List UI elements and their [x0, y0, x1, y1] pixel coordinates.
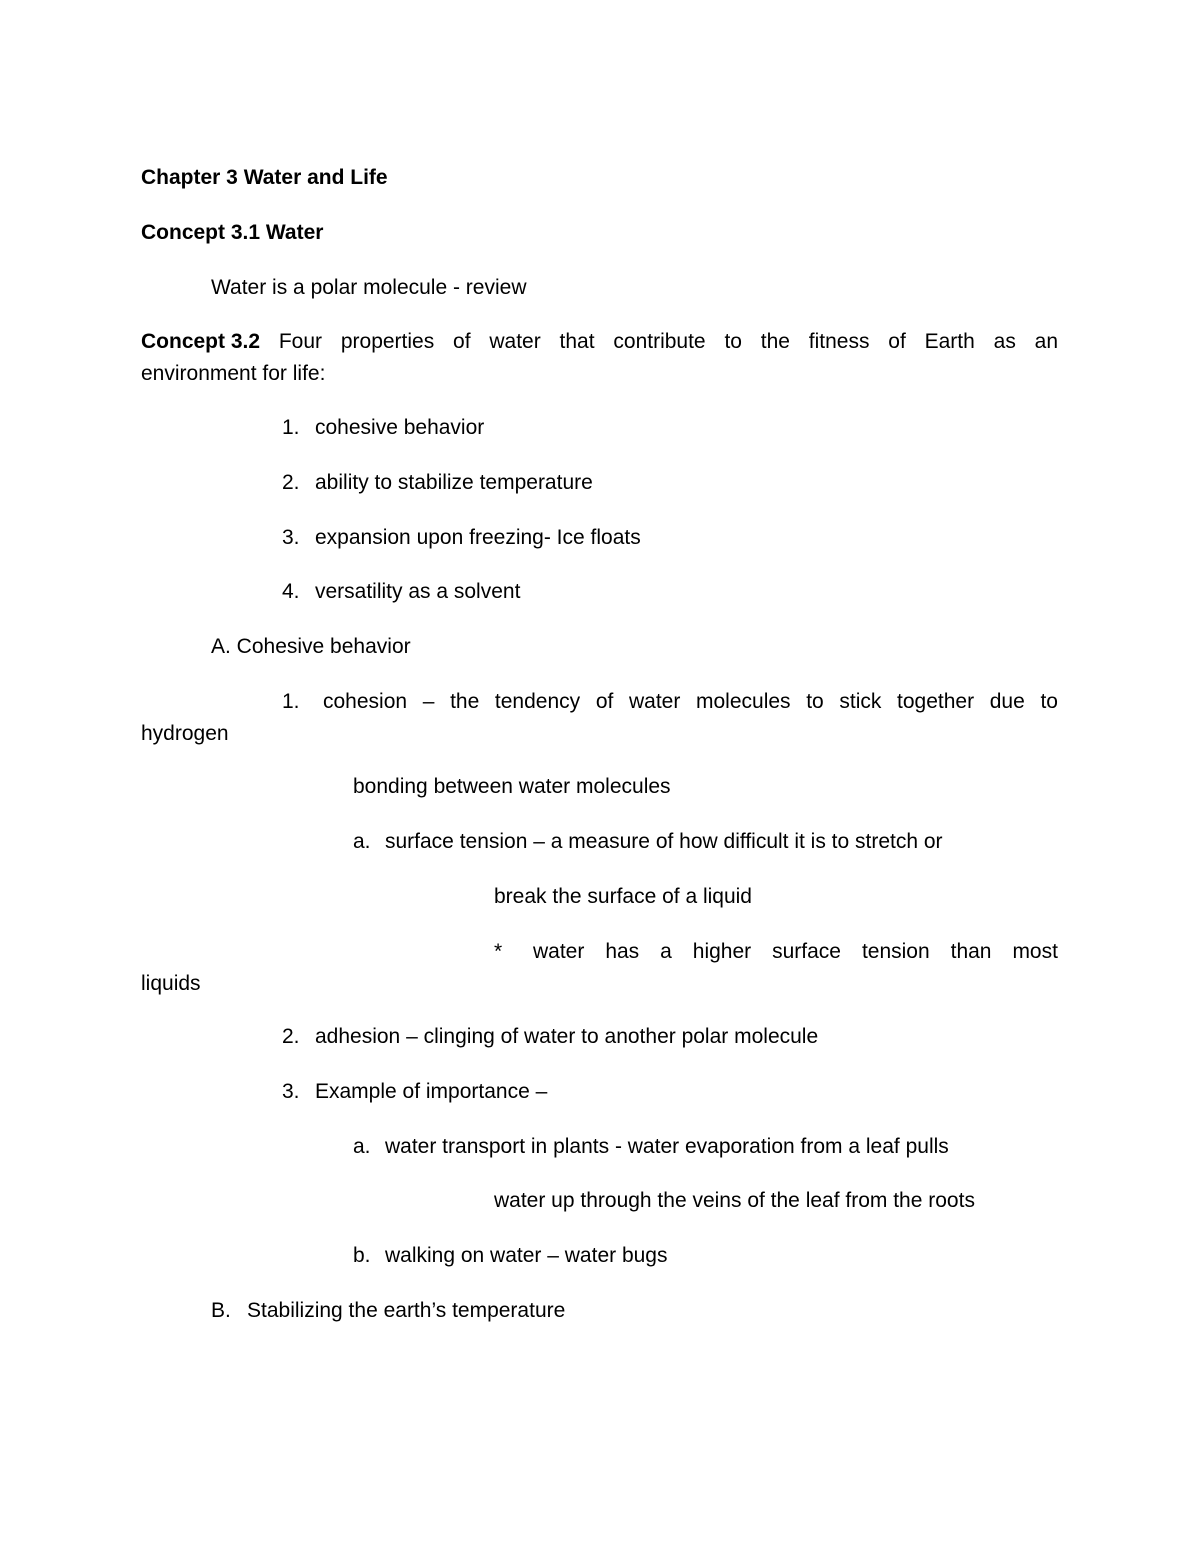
- list-item-number: 2.: [282, 471, 300, 494]
- word: to: [1040, 690, 1058, 713]
- word: water: [489, 330, 541, 353]
- word: that: [559, 330, 595, 353]
- word: the: [760, 330, 790, 353]
- concept-3-1-heading: Concept 3.1 Water: [141, 221, 324, 244]
- section-b-letter: B.: [211, 1299, 231, 1322]
- list-item: versatility as a solvent: [315, 580, 521, 603]
- word: properties: [340, 330, 435, 353]
- surface-tension-item: surface tension – a measure of how difficult it is to stretch or: [385, 830, 943, 853]
- word: than: [950, 940, 992, 963]
- word: a: [660, 940, 672, 963]
- surface-tension-note-line: [533, 940, 1058, 964]
- list-item-letter: b.: [353, 1244, 371, 1267]
- word: water: [533, 940, 585, 963]
- word: –: [422, 690, 435, 713]
- word: fitness: [808, 330, 870, 353]
- word: contribute: [613, 330, 706, 353]
- example-item: Example of importance –: [315, 1080, 548, 1103]
- word: most: [1012, 940, 1058, 963]
- word: an: [1034, 330, 1058, 353]
- water-transport-continuation: water up through the veins of the leaf from the roots: [494, 1189, 975, 1212]
- word: the: [450, 690, 480, 713]
- list-item: ability to stabilize temperature: [315, 471, 593, 494]
- word: Earth: [924, 330, 975, 353]
- note-asterisk: *: [494, 940, 503, 963]
- walking-on-water-item: walking on water – water bugs: [385, 1244, 668, 1267]
- word: surface: [772, 940, 841, 963]
- cohesion-continuation-2: bonding between water molecules: [353, 775, 671, 798]
- word: together: [897, 690, 975, 713]
- word: to: [724, 330, 742, 353]
- list-item-number: 1.: [282, 416, 300, 439]
- cohesion-continuation: hydrogen: [141, 722, 229, 745]
- adhesion-item: adhesion – clinging of water to another polar molecule: [315, 1025, 819, 1048]
- word: cohesion: [323, 690, 408, 713]
- concept-3-2-label: Concept 3.2: [141, 330, 261, 353]
- list-item-letter: a.: [353, 1135, 371, 1158]
- word: stick: [839, 690, 882, 713]
- section-b-heading: Stabilizing the earth’s temperature: [247, 1299, 566, 1322]
- word: of: [888, 330, 906, 353]
- list-item: expansion upon freezing- Ice floats: [315, 526, 641, 549]
- list-item-number: 3.: [282, 526, 300, 549]
- concept-3-2-continuation: environment for life:: [141, 362, 326, 385]
- list-item-letter: a.: [353, 830, 371, 853]
- word: has: [605, 940, 640, 963]
- word: molecules: [696, 690, 791, 713]
- list-item-number: 1.: [282, 690, 300, 713]
- list-item-number: 4.: [282, 580, 300, 603]
- water-transport-item: water transport in plants - water evaporation from a leaf pulls: [385, 1135, 949, 1158]
- section-a-heading: A. Cohesive behavior: [211, 635, 411, 658]
- word: of: [453, 330, 471, 353]
- chapter-title: Chapter 3 Water and Life: [141, 166, 388, 189]
- word: water: [628, 690, 681, 713]
- list-item: cohesive behavior: [315, 416, 485, 439]
- word: as: [993, 330, 1016, 353]
- word: tension: [861, 940, 930, 963]
- concept-3-1-note: Water is a polar molecule - review: [211, 276, 527, 299]
- surface-tension-continuation: break the surface of a liquid: [494, 885, 752, 908]
- word: of: [595, 690, 614, 713]
- word: higher: [692, 940, 752, 963]
- concept-3-2-line: [141, 330, 1058, 354]
- word: to: [806, 690, 824, 713]
- word: due: [989, 690, 1025, 713]
- word: Four: [278, 330, 323, 353]
- list-item-number: 3.: [282, 1080, 300, 1103]
- list-item-number: 2.: [282, 1025, 300, 1048]
- word: tendency: [494, 690, 581, 713]
- surface-tension-note-continuation: liquids: [141, 972, 201, 995]
- cohesion-definition-line: [323, 690, 1058, 714]
